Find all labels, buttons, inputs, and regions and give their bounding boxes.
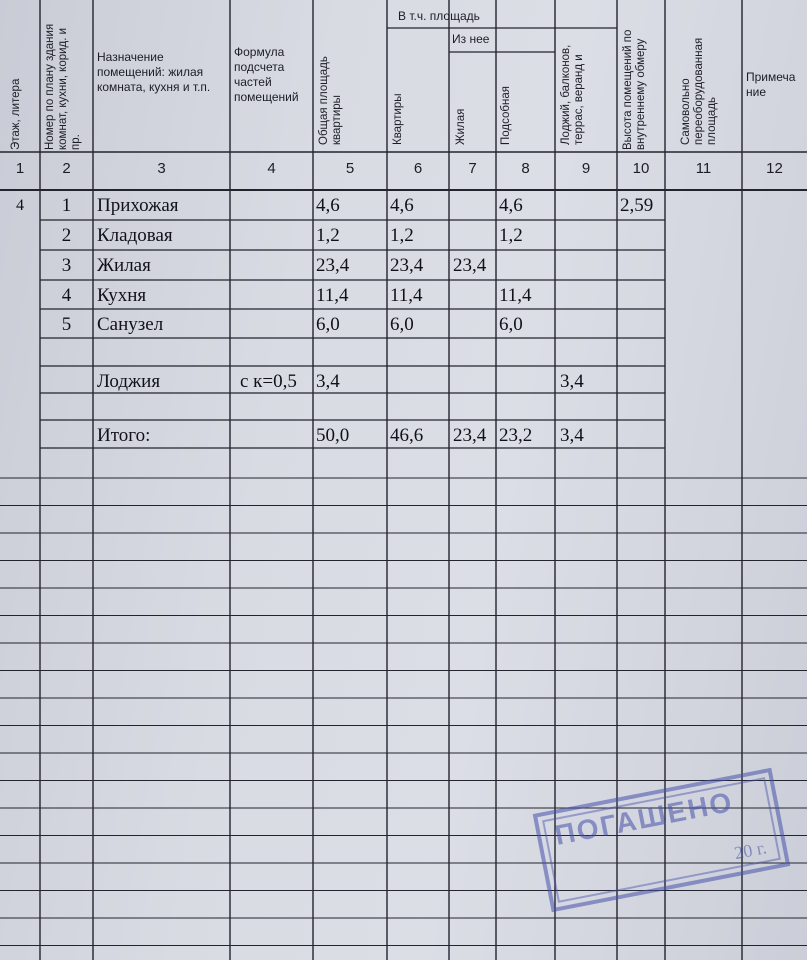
header-apartment: Квартиры (392, 93, 404, 145)
row-apt: 6,0 (390, 314, 414, 335)
row-aux: 6,0 (499, 314, 523, 335)
stamp-year: 20 г. (732, 837, 769, 864)
row-apt: 46,6 (390, 425, 424, 446)
header-notes: Примеча ние (746, 70, 796, 99)
header-unauthorized: Самовольно переоборудованная площадь (680, 37, 718, 145)
header-height: Высота помещений по внутреннему обмеру (622, 29, 647, 150)
header-auxiliary: Подсобная (500, 86, 512, 145)
header-formula: Формула подсчета частей помещений (234, 45, 299, 104)
row-total: 6,0 (316, 314, 340, 335)
column-number: 5 (345, 160, 355, 177)
row-name: Кухня (97, 285, 147, 306)
row-total: 23,4 (316, 255, 350, 276)
column-number: 11 (695, 160, 712, 177)
column-number: 6 (413, 160, 423, 177)
header-loggia: Лоджий, балконов, террас, веранд и (560, 44, 585, 145)
row-floor: 4 (16, 197, 24, 214)
row-aux: 23,2 (499, 425, 533, 446)
column-number: 2 (62, 160, 71, 177)
row-total: 11,4 (316, 285, 349, 306)
column-number: 8 (521, 160, 530, 177)
row-name: Лоджия (97, 371, 161, 392)
row-aux: 4,6 (499, 195, 523, 216)
row-name: Санузел (97, 314, 164, 335)
row-total: 50,0 (316, 425, 350, 446)
column-number: 1 (15, 160, 25, 177)
row-name: Жилая (97, 255, 151, 276)
row-height: 2,59 (620, 195, 654, 216)
row-loggia: 3,4 (560, 425, 584, 446)
stamp-text: ПОГАШЕНО (552, 785, 736, 851)
row-num: 1 (61, 195, 72, 216)
header-including: В т.ч. площадь (398, 9, 480, 23)
row-living: 23,4 (453, 255, 487, 276)
header-of-which: Из нее (452, 32, 490, 46)
row-num: 3 (61, 255, 72, 276)
row-total: 3,4 (316, 371, 340, 392)
column-number: 3 (157, 160, 166, 177)
row-num: 4 (61, 285, 72, 306)
column-number: 4 (267, 160, 276, 177)
header-purpose: Назначение помещений: жилая комната, кухня и т.п. (97, 50, 211, 94)
column-number: 10 (632, 160, 650, 177)
row-total: 1,2 (316, 225, 340, 246)
row-total: 4,6 (316, 195, 340, 216)
row-loggia: 3,4 (560, 371, 584, 392)
row-num: 2 (61, 225, 72, 246)
column-number: 9 (581, 160, 591, 177)
header-floor: Этаж, литера (10, 78, 22, 150)
row-name: Прихожая (97, 195, 179, 216)
row-apt: 23,4 (390, 255, 424, 276)
header-total-area: Общая площадь квартиры (318, 56, 343, 145)
row-apt: 1,2 (390, 225, 414, 246)
row-formula: с к=0,5 (240, 371, 297, 392)
row-aux: 11,4 (499, 285, 532, 306)
row-aux: 1,2 (499, 225, 523, 246)
column-number: 7 (468, 160, 477, 177)
row-num: 5 (61, 314, 72, 335)
header-living: Жилая (455, 108, 467, 145)
header-room-number: Номер по плану здания комнат, кухни, корид. и пр. (44, 23, 82, 150)
row-name: Кладовая (97, 225, 173, 246)
row-name: Итого: (97, 425, 151, 446)
row-apt: 11,4 (390, 285, 423, 306)
row-living: 23,4 (453, 425, 487, 446)
row-apt: 4,6 (390, 195, 414, 216)
column-number: 12 (766, 160, 783, 177)
